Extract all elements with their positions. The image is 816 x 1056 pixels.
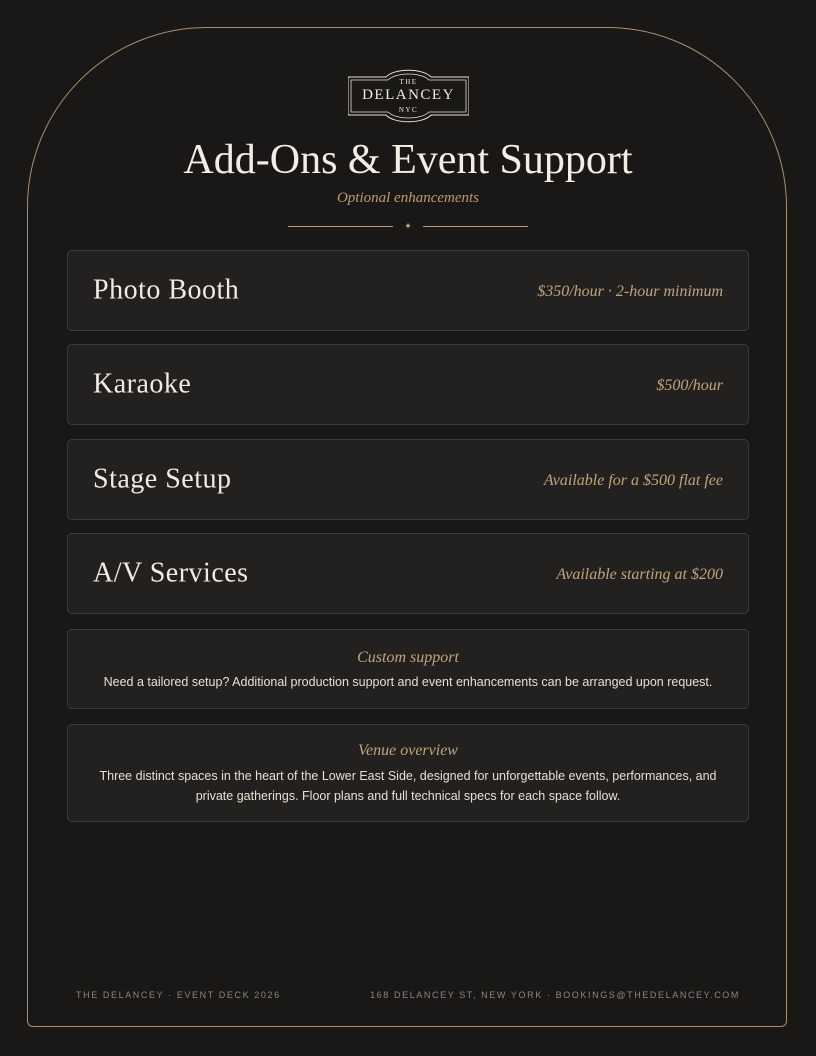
venue-overview-body: Three distinct spaces in the heart of the Lower East Side, designed for unforgettable events, performances, and private gatherings. Floor plans and full technical specs for each space follow. (99, 769, 717, 803)
venue-overview-title: Venue overview (358, 742, 458, 759)
service-card-av-services (67, 533, 749, 614)
delancey-logo (348, 65, 469, 127)
footer-contact: 168 DELANCEY ST, NEW YORK · BOOKINGS@THEDELANCEY.COM (370, 990, 740, 1000)
page-title: Add-Ons & Event Support (183, 137, 633, 183)
divider-line-left (288, 226, 393, 227)
venue-overview-card (67, 724, 749, 822)
service-price: Available for a $500 flat fee (543, 471, 723, 489)
service-name: Photo Booth (93, 273, 240, 305)
service-price: $500/hour (656, 376, 723, 394)
service-card-photo-booth (67, 250, 749, 331)
service-name: A/V Services (93, 556, 249, 588)
custom-support-title: Custom support (357, 649, 459, 666)
page-subtitle: Optional enhancements (336, 190, 480, 206)
service-name: Karaoke (93, 367, 192, 399)
logo-top-text: THE (399, 78, 418, 86)
service-card-karaoke (67, 344, 749, 425)
logo-main-text: DELANCEY (362, 87, 455, 103)
footer-deck-label: THE DELANCEY · EVENT DECK 2026 (76, 990, 281, 1000)
divider-line-right (423, 226, 528, 227)
custom-support-card (67, 629, 749, 709)
service-name: Stage Setup (93, 462, 232, 494)
service-price: Available starting at $200 (556, 565, 723, 583)
service-price: $350/hour · 2-hour minimum (537, 282, 723, 300)
custom-support-body: Need a tailored setup? Additional production support and event enhancements can be arranged upon request. (103, 675, 713, 689)
service-card-stage-setup (67, 439, 749, 520)
logo-bottom-text: NYC (398, 106, 419, 114)
divider-star-icon: ✦ (404, 221, 412, 231)
